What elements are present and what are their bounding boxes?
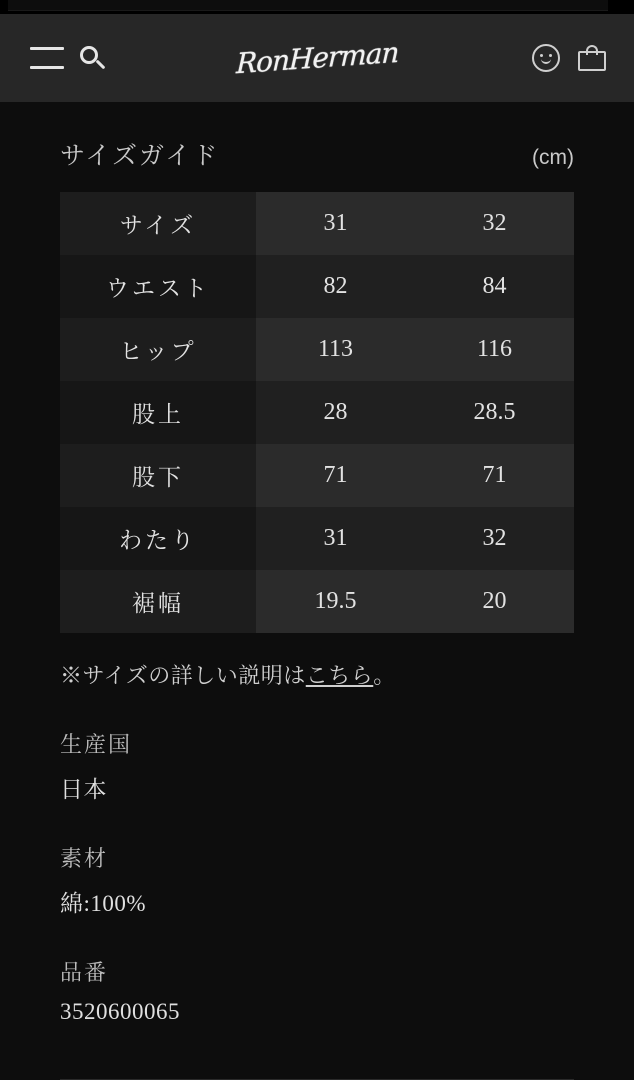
note-prefix: ※サイズの詳しい説明は	[60, 663, 306, 688]
search-icon[interactable]	[78, 44, 106, 72]
spec-country	[60, 690, 574, 804]
row-value: 32	[415, 192, 574, 255]
top-strip-inner	[8, 0, 608, 11]
table-row	[60, 381, 574, 444]
smiley-face-icon	[532, 44, 560, 72]
row-label: サイズ	[60, 192, 256, 255]
search-icon-handle	[96, 60, 106, 70]
size-detail-link[interactable]: こちら	[305, 663, 374, 688]
row-value: 116	[415, 318, 574, 381]
size-guide-note	[60, 633, 574, 690]
account-button[interactable]	[532, 44, 560, 72]
smiley-mouth	[541, 59, 551, 64]
row-label: 股下	[60, 444, 256, 507]
row-value: 20	[415, 570, 574, 633]
spec-value: 綿:100%	[60, 891, 147, 916]
table-row	[60, 318, 574, 381]
hamburger-icon[interactable]	[30, 47, 64, 69]
brand-logo-text: RonHerman	[235, 35, 399, 81]
table-row	[60, 570, 574, 633]
top-strip	[0, 0, 634, 14]
spec-value: 3520600065	[60, 999, 180, 1024]
spec-label: 素材	[60, 846, 109, 871]
site-header	[0, 14, 634, 102]
header-left-group	[0, 44, 106, 72]
table-row	[60, 507, 574, 570]
size-guide-title: サイズガイド	[60, 142, 220, 170]
row-label: ウエスト	[60, 255, 256, 318]
spec-label: 生産国	[60, 732, 133, 757]
cart-button[interactable]	[578, 45, 606, 71]
row-value: 71	[256, 444, 415, 507]
hamburger-bar	[30, 66, 64, 69]
size-guide-unit: (cm)	[532, 146, 574, 169]
row-value: 82	[256, 255, 415, 318]
spec-label: 品番	[60, 960, 109, 985]
row-value: 28.5	[415, 381, 574, 444]
row-value: 32	[415, 507, 574, 570]
spec-value: 日本	[60, 777, 107, 802]
smiley-eye-right	[549, 54, 552, 57]
shopping-bag-icon	[578, 45, 606, 71]
row-label: 裾幅	[60, 570, 256, 633]
row-label: 股上	[60, 381, 256, 444]
smiley-eye-left	[540, 54, 543, 57]
row-value: 84	[415, 255, 574, 318]
spec-item-number	[60, 918, 574, 1025]
table-row	[60, 444, 574, 507]
header-right-group	[532, 44, 606, 72]
row-value: 19.5	[256, 570, 415, 633]
row-value: 113	[256, 318, 415, 381]
size-guide-table	[60, 192, 574, 633]
table-row	[60, 192, 574, 255]
spec-material	[60, 804, 574, 918]
row-value: 71	[415, 444, 574, 507]
table-row	[60, 255, 574, 318]
row-value: 31	[256, 507, 415, 570]
row-label: わたり	[60, 507, 256, 570]
note-suffix: 。	[373, 663, 396, 688]
bag-body	[578, 51, 606, 71]
row-value: 31	[256, 192, 415, 255]
size-guide-header	[60, 102, 574, 192]
hamburger-bar	[30, 47, 64, 50]
row-label: ヒップ	[60, 318, 256, 381]
product-detail-content	[0, 102, 634, 1080]
row-value: 28	[256, 381, 415, 444]
